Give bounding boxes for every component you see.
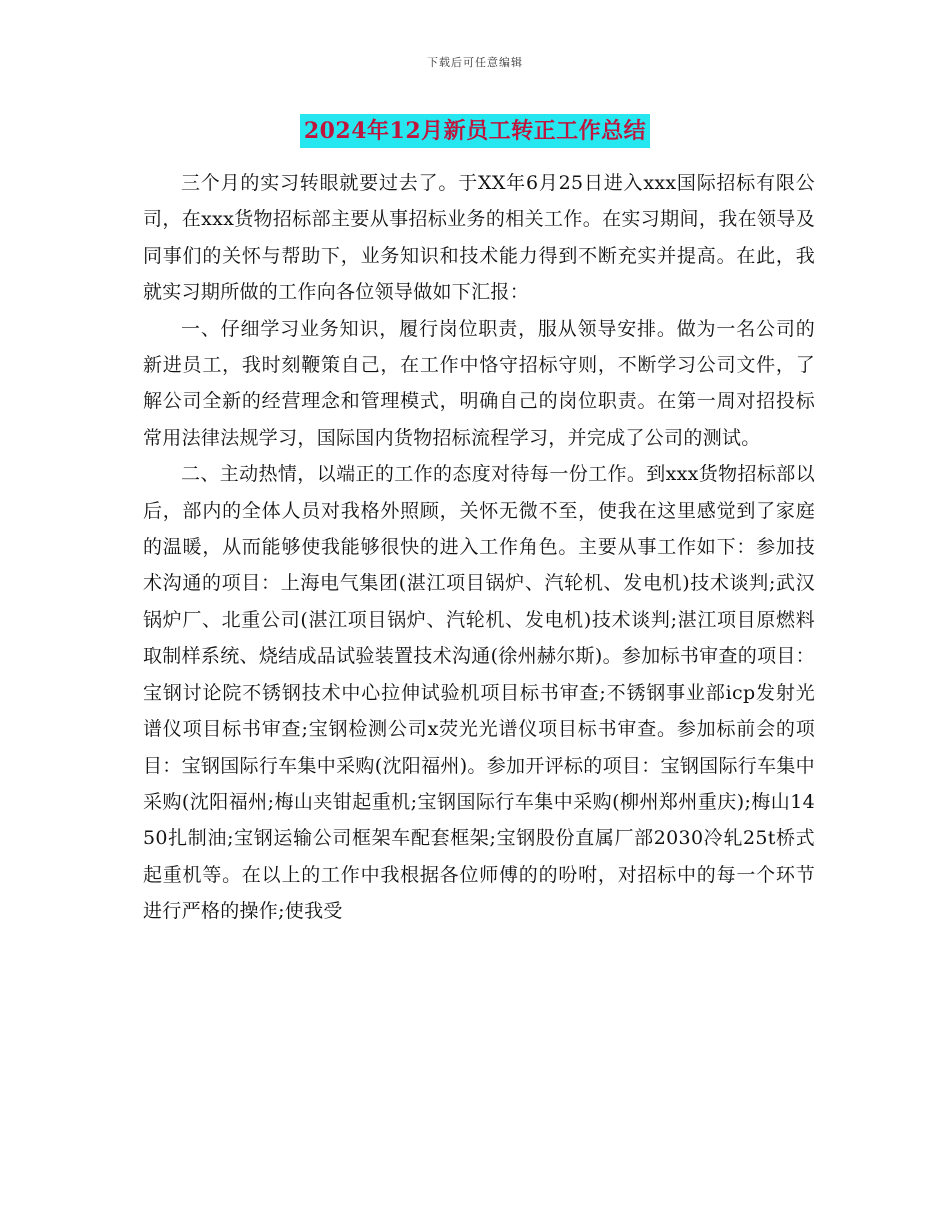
- paragraph-section-2: 二、主动热情，以端正的工作的态度对待每一份工作。到xxx货物招标部以后，部内的全体人员对我格外照顾，关怀无微不至，使我在这里感觉到了家庭的温暖，从而能够使我能够很快的进入工作角色。主要从事工作如下：参加技术沟通的项目：上海电气集团(湛江项目锅炉、汽轮机、发电机)技术谈判;武汉锅炉厂、北重公司(湛江项目锅炉、汽轮机、发电机)技术谈判;湛江项目原燃料取制样系统、烧结成品试验装置技术沟通(徐州赫尔斯)。参加标书审查的项目：宝钢讨论院不锈钢技术中心拉伸试验机项目标书审查;不锈钢事业部icp发射光谱仪项目标书审查;宝钢检测公司x荧光光谱仪项目标书审查。参加标前会的项目：宝钢国际行车集中采购(沈阳福州)。参加开评标的项目：宝钢国际行车集中采购(沈阳福州;梅山夹钳起重机;宝钢国际行车集中采购(柳州郑州重庆);梅山1450扎制油;宝钢运输公司框架车配套框架;宝钢股份直属厂部2030冷轧25t桥式起重机等。在以上的工作中我根据各位师傅的的吩咐，对招标中的每一个环节进行严格的操作;使我受: [143, 463, 815, 923]
- title-container: [0, 114, 950, 148]
- paragraph-intro: 三个月的实习转眼就要过去了。于XX年6月25日进入xxx国际招标有限公司，在xxx货物招标部主要从事招标业务的相关工作。在实习期间，我在领导及同事们的关怀与帮助下，业务知识和技术能力得到不断充实并提高。在此，我就实习期所做的工作向各位领导做如下汇报：: [143, 172, 815, 304]
- document-body: [143, 165, 815, 930]
- page-header: 下载后可任意编辑: [427, 56, 523, 69]
- paragraph-section-1: 一、仔细学习业务知识，履行岗位职责，服从领导安排。做为一名公司的新进员工，我时刻鞭策自己，在工作中恪守招标守则，不断学习公司文件，了解公司全新的经营理念和管理模式，明确自己的岗位职责。在第一周对招投标常用法律法规学习，国际国内货物招标流程学习，并完成了公司的测试。: [143, 317, 815, 449]
- document-title: 2024年12月新员工转正工作总结: [300, 114, 650, 148]
